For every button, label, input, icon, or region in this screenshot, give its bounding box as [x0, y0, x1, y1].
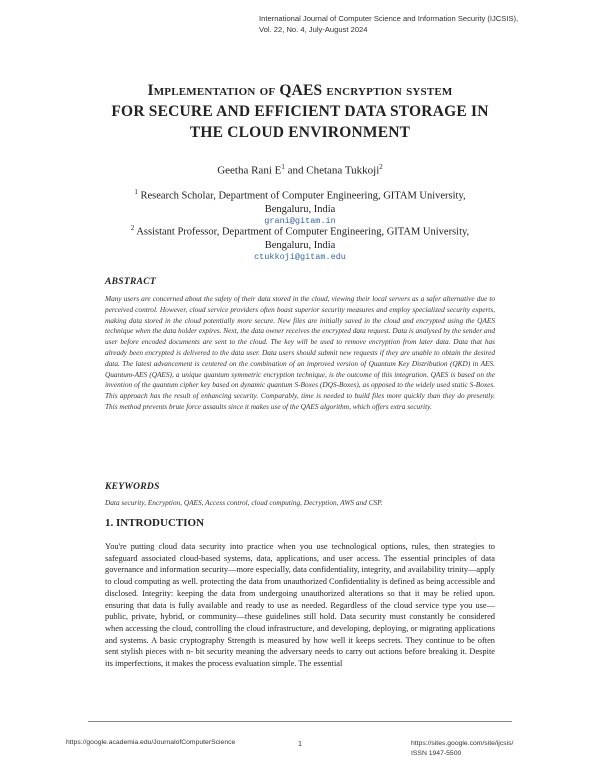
title-line-3: THE CLOUD ENVIRONMENT [189, 124, 411, 141]
author-affil-mark: 2 [379, 163, 383, 171]
footer-site-link[interactable]: https://sites.google.com/site/ijcsis/ [411, 740, 514, 747]
author-name: Chetana Tukkoji [306, 164, 380, 177]
affiliation-2 [100, 222, 500, 263]
affil-mark: 1 [134, 188, 138, 196]
affiliation-1 [100, 186, 500, 227]
title-line-2: FOR SECURE AND EFFICIENT DATA STORAGE IN [111, 103, 489, 120]
keywords-body: Data security, Encryption, QAES, Access control, cloud computing, Decryption, AWS and CSP. [105, 498, 383, 507]
affil-location: Bengaluru, India [264, 203, 336, 215]
footer-divider [88, 721, 512, 722]
email-link[interactable]: grani@gitam.in [264, 215, 336, 226]
journal-header [259, 14, 559, 35]
footer-site-info [411, 739, 581, 759]
affil-location: Bengaluru, India [264, 239, 336, 251]
author-affil-mark: 1 [281, 163, 285, 171]
page-number: 1 [298, 739, 302, 748]
abstract-body: Many users are concerned about the safety of their data stored in the cloud, viewing their local servers as a safer alternative due to perceived control. However, cloud service providers often boast superior security measures and employ specialized security experts, making data stored in the cloud potentially more secure. New files are initially saved in the cloud and encrypted using the QAES technique when the data holder expires. Next, the data owner receives the encrypted data request. Data is analysed by the sender and user before encoded documents are sent to the cloud. The key will be used to remove encryption from later data. Data that has already been encrypted is delivered to the data user. Data users should submit new requests if they are unable to obtain the desired data. The latest advancement is centered on the combination of an improved version of Quantum Key Distribution (QKD) in AES. Quantum-AES (QAES), a unique quantum symmetric encryption technique, is the outcome of this integration. QAES is based on the invention of the quantum cipher key based on dynamic quantum S-Boxes (DQS-Boxes), as opposed to the widely used static S-Boxes. This approach has the result of enhancing security. Comparably, time is needed to build files more quickly than they do presently. This method prevents brute force assaults since it makes use of the QAES algorithm, which offers extra security. [105, 294, 495, 411]
paper-title [60, 80, 540, 143]
title-line-1: Implementation of QAES encryption system [147, 82, 453, 99]
footer-issn: ISSN 1947-5500 [411, 750, 462, 757]
keywords-heading: KEYWORDS [105, 482, 160, 492]
introduction-heading: 1. INTRODUCTION [105, 517, 205, 529]
affil-line: Assistant Professor, Department of Computer Engineering, GITAM University, [136, 226, 470, 238]
email-link[interactable]: ctukkoji@gitam.edu [254, 251, 346, 262]
author-list [0, 163, 600, 177]
author-connector: and [287, 164, 304, 177]
abstract-heading: ABSTRACT [105, 277, 156, 287]
footer-journal-link[interactable]: https://google.academia.edu/JournalofComputerScience [66, 739, 236, 746]
journal-name: International Journal of Computer Science and Information Security (IJCSIS), [259, 14, 519, 23]
affil-line: Research Scholar, Department of Computer Engineering, GITAM University, [140, 190, 466, 202]
introduction-body: You're putting cloud data security into practice when you use technological options, rules, then strategies to safeguard associated cloud-based systems, data, applications, and user access. The essential principles of data governance and information security—more especially, data confidentiality, integrity, and availability trinity—apply to cloud computing as well. protecting the data from unauthorized Confidentiality is defined as being accessible and disclosed. Integrity: keeping the data from undergoing unauthorized alterations so that it may be relied upon. ensuring that data is fully available and ready to use as needed. Regardless of the cloud service type you use—public, private, hybrid, or community—these guidelines still hold. Data security must constantly be considered when accessing the cloud, controlling the cloud infrastructure, and developing, deploying, or migrating applications and systems. A basic cryptography Strength is measured by how well it keeps secrets. They continue to be often sent stylish pieces with n- bit security meaning the adversary needs to carry out actions before breaking it. Despite its imperfections, it makes the process evaluation simple. The essential [105, 542, 495, 669]
author-name: Geetha Rani E [217, 164, 282, 177]
affil-mark: 2 [130, 224, 135, 232]
journal-volume: Vol. 22, No. 4, July-August 2024 [259, 24, 368, 34]
